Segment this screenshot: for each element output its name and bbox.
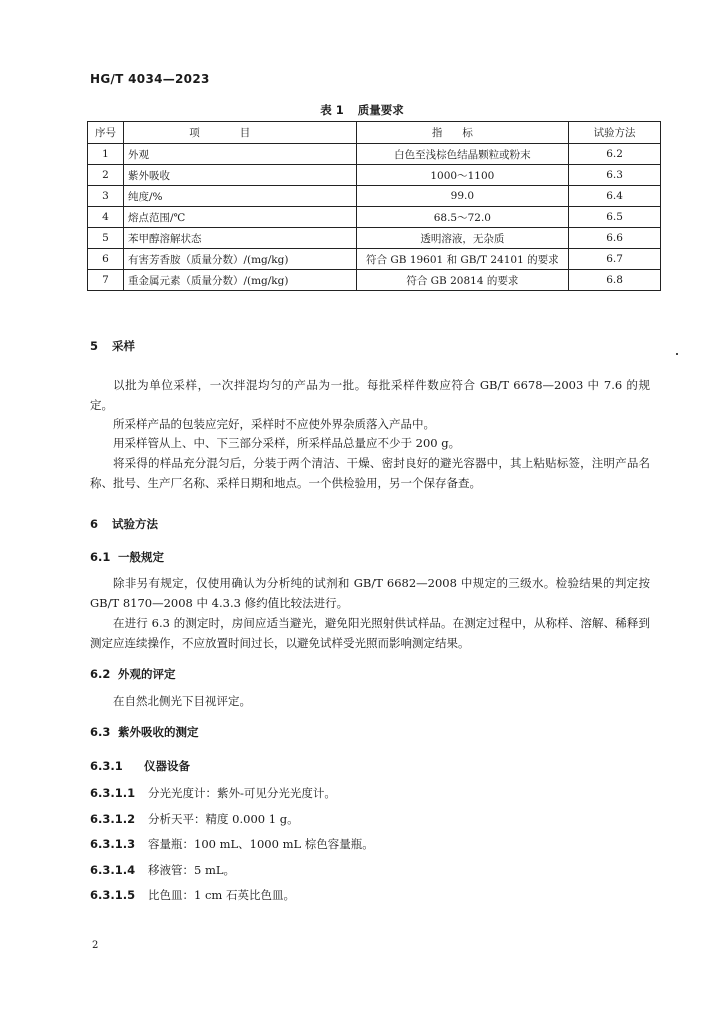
cell-seq: 7 [88, 270, 124, 291]
cell-spec: 68.5～72.0 [356, 207, 569, 228]
table-row [88, 207, 661, 228]
cell-spec: 白色至浅棕色结晶颗粒或粉末 [356, 144, 569, 165]
cell-seq: 3 [88, 186, 124, 207]
section-6-2-heading [90, 666, 176, 682]
cell-item: 外观 [123, 144, 356, 165]
item-number: 6.3.1.1 [90, 786, 136, 800]
table-header-row [88, 122, 661, 144]
section-number: 6.1 [90, 550, 111, 564]
equipment-item [90, 836, 374, 852]
item-text: 分光光度计：紫外-可见分光光度计。 [148, 786, 336, 800]
col-header-item: 项目 [123, 122, 356, 144]
item-text: 移液管：5 mL。 [148, 863, 236, 877]
s5-paragraph-4: 将采得的样品充分混匀后，分装于两个清洁、干燥、密封良好的避光容器中，其上粘贴标签，注明产品名称、批号、生产厂名称、采样日期和地点。一个供检验用，另一个保存备查。 [90, 456, 650, 490]
s62-paragraph-1: 在自然北侧光下目视评定。 [113, 694, 251, 708]
table-caption [0, 102, 724, 118]
cell-seq: 4 [88, 207, 124, 228]
s5-paragraph-3: 用采样管从上、中、下三部分采样，所采样品总量应不少于 200 g。 [113, 436, 461, 450]
s5-paragraph-1: 以批为单位采样，一次拌混均匀的产品为一批。每批采样件数应符合 GB/T 6678—2003 中 7.6 的规定。 [90, 378, 650, 412]
item-text: 容量瓶：100 mL、1000 mL 棕色容量瓶。 [148, 837, 374, 851]
item-number: 6.3.1.5 [90, 888, 136, 902]
item-text: 分析天平：精度 0.000 1 g。 [148, 812, 299, 826]
cell-item: 有害芳香胺（质量分数）/(mg/kg) [123, 249, 356, 270]
page-number: 2 [92, 940, 99, 951]
table-row [88, 165, 661, 186]
table-row [88, 186, 661, 207]
equipment-item [90, 862, 235, 878]
cell-method: 6.4 [569, 186, 661, 207]
section-title: 仪器设备 [144, 759, 190, 773]
cell-method: 6.2 [569, 144, 661, 165]
item-number: 6.3.1.2 [90, 812, 136, 826]
section-title: 紫外吸收的测定 [118, 725, 199, 739]
cell-seq: 1 [88, 144, 124, 165]
cell-item: 苯甲醇溶解状态 [123, 228, 356, 249]
cell-item: 熔点范围/℃ [123, 207, 356, 228]
cell-spec: 符合 GB 19601 和 GB/T 24101 的要求 [356, 249, 569, 270]
section-title: 试验方法 [112, 517, 158, 531]
item-number: 6.3.1.4 [90, 863, 136, 877]
cell-spec: 透明溶液，无杂质 [356, 228, 569, 249]
section-6-3-heading [90, 724, 199, 740]
cell-seq: 5 [88, 228, 124, 249]
equipment-item [90, 811, 299, 827]
s61-paragraph-2: 在进行 6.3 的测定时，房间应适当避光，避免阳光照射供试样品。在测定过程中，从称样、溶解、稀释到测定应连续操作，不应放置时间过长，以避免试样受光照而影响测定结果。 [90, 616, 650, 650]
table-row [88, 249, 661, 270]
cell-spec: 99.0 [356, 186, 569, 207]
col-header-method: 试验方法 [569, 122, 661, 144]
item-text: 比色皿：1 cm 石英比色皿。 [148, 888, 295, 902]
col-header-spec: 指标 [356, 122, 569, 144]
section-6-3-1-heading [90, 758, 190, 774]
section-6-heading [90, 516, 158, 532]
section-number: 6.2 [90, 667, 111, 681]
cell-item: 紫外吸收 [123, 165, 356, 186]
cell-item: 纯度/% [123, 186, 356, 207]
equipment-item [90, 785, 336, 801]
s5-paragraph-2: 所采样产品的包装应完好，采样时不应使外界杂质落入产品中。 [113, 417, 435, 431]
quality-requirements-table [87, 121, 661, 291]
section-5-heading [90, 338, 135, 354]
table-caption-number: 表 1 [320, 103, 344, 117]
table-caption-title: 质量要求 [357, 103, 404, 117]
cell-spec: 符合 GB 20814 的要求 [356, 270, 569, 291]
section-number: 6 [90, 517, 99, 531]
scan-speck [676, 353, 678, 355]
section-number: 6.3 [90, 725, 111, 739]
equipment-item [90, 887, 295, 903]
table-row [88, 270, 661, 291]
section-title: 一般规定 [118, 550, 164, 564]
cell-method: 6.7 [569, 249, 661, 270]
cell-method: 6.6 [569, 228, 661, 249]
col-header-seq: 序号 [88, 122, 124, 144]
cell-seq: 2 [88, 165, 124, 186]
cell-method: 6.3 [569, 165, 661, 186]
section-title: 采样 [112, 339, 135, 353]
section-title: 外观的评定 [118, 667, 176, 681]
item-number: 6.3.1.3 [90, 837, 136, 851]
cell-seq: 6 [88, 249, 124, 270]
cell-item: 重金属元素（质量分数）/(mg/kg) [123, 270, 356, 291]
section-number: 5 [90, 339, 99, 353]
table-row [88, 144, 661, 165]
cell-method: 6.8 [569, 270, 661, 291]
s61-paragraph-1: 除非另有规定，仅使用确认为分析纯的试剂和 GB/T 6682—2008 中规定的三级水。检验结果的判定按 GB/T 8170—2008 中 4.3.3 修约值比较法进行。 [90, 576, 650, 610]
cell-method: 6.5 [569, 207, 661, 228]
table-row [88, 228, 661, 249]
section-6-1-heading [90, 549, 164, 565]
cell-spec: 1000～1100 [356, 165, 569, 186]
section-number: 6.3.1 [90, 759, 123, 773]
standard-number-header: HG/T 4034—2023 [90, 72, 210, 86]
